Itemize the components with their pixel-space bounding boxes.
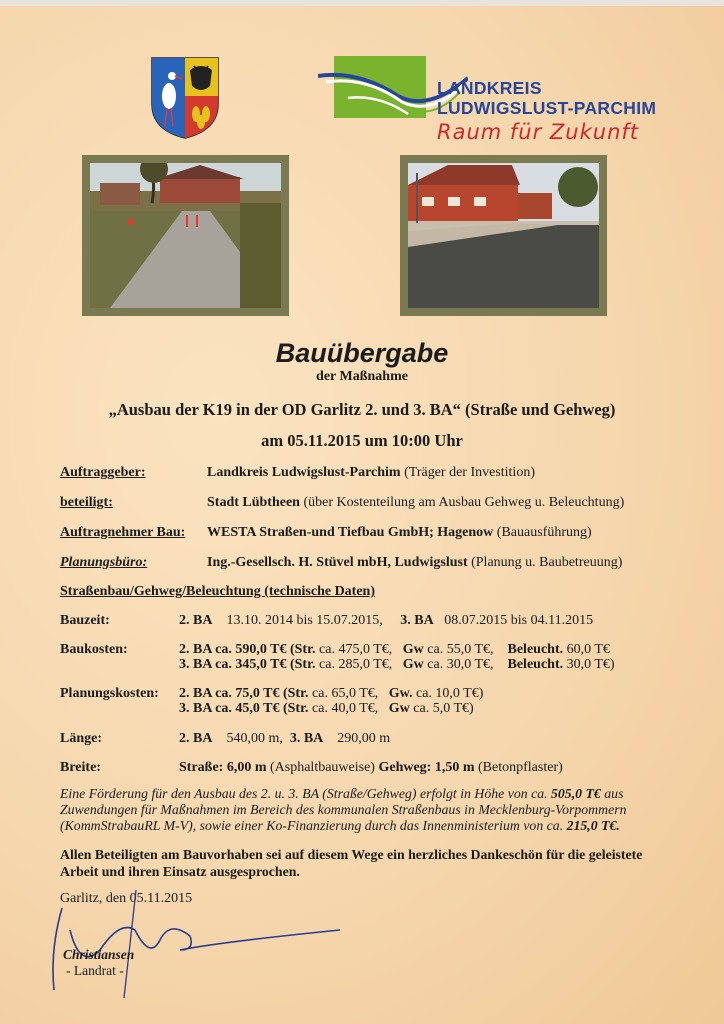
- coat-of-arms-icon: [150, 56, 220, 140]
- row-value: [179, 701, 474, 717]
- row-value: [179, 760, 563, 776]
- document-subtitle: der Maßnahme: [316, 369, 408, 384]
- cost-gw-label: Gw: [402, 642, 424, 657]
- laenge-ba3-value: 290,00 m: [337, 731, 391, 746]
- place-date: Garlitz, den 05.11.2015: [60, 891, 193, 906]
- plan-str-value: ca. 65,0 T€,: [312, 686, 379, 701]
- row-value: [179, 613, 593, 629]
- funding-text-1: Eine Förderung für den Ausbau des 2. u. 3. BA (Straße/Gehweg) erfolgt in Höhe von ca.: [60, 786, 548, 801]
- breite-gehweg-note: (Betonpflaster): [478, 760, 563, 775]
- cost-gw-value: ca. 55,0 T€,: [427, 642, 494, 657]
- party-name: Landkreis Ludwigslust-Parchim: [207, 465, 401, 480]
- cost-str-label: (Str.: [289, 657, 316, 672]
- party-note: (über Kostenteilung am Ausbau Gehweg u. Beleuchtung): [303, 495, 625, 510]
- cost-bel-value: 30,0 T€): [566, 657, 615, 672]
- district-slogan: Raum für Zukunft: [437, 120, 640, 144]
- handover-datetime: am 05.11.2015 um 10:00 Uhr: [261, 431, 463, 450]
- funding-amount-2: 215,0 T€.: [566, 818, 620, 833]
- plan-gw-value: ca. 5,0 T€): [413, 701, 474, 716]
- row-value: [179, 657, 615, 673]
- breite-strasse-note: (Asphaltbauweise): [270, 760, 375, 775]
- signature-icon: [40, 890, 360, 1000]
- laenge-ba2: 2. BA: [179, 731, 213, 746]
- laenge-ba2-value: 540,00 m,: [226, 731, 283, 746]
- plan-ba: 2. BA ca. 75,0 T€: [179, 686, 280, 701]
- party-note: (Bauausführung): [496, 525, 592, 540]
- party-value: [207, 465, 535, 481]
- party-value: [207, 525, 592, 541]
- photo-before: [82, 155, 289, 316]
- row-label: Planungskosten:: [60, 686, 159, 701]
- district-name-line1: LANDKREIS: [437, 78, 542, 98]
- party-label: beteiligt:: [60, 495, 113, 510]
- party-note: (Träger der Investition): [404, 465, 535, 480]
- project-name: „Ausbau der K19 in der OD Garlitz 2. und 3. BA“ (Straße und Gehweg): [108, 400, 616, 419]
- photo-after: [400, 155, 607, 316]
- laenge-ba3: 3. BA: [289, 731, 324, 746]
- party-label: Planungsbüro:: [60, 555, 148, 570]
- party-label: Auftraggeber:: [60, 465, 146, 480]
- plan-str-label: (Str.: [282, 701, 309, 716]
- tech-data-heading: Straßenbau/Gehweg/Beleuchtung (technische Daten): [60, 584, 375, 599]
- party-name: Ing.-Gesellsch. H. Stüvel mbH, Ludwigslust: [207, 555, 468, 570]
- cost-gw-value: ca. 30,0 T€,: [427, 657, 494, 672]
- plan-gw-label: Gw.: [388, 686, 413, 701]
- breite-strasse: Straße: 6,00 m: [179, 760, 267, 775]
- row-value: [179, 731, 390, 747]
- thanks-paragraph: Allen Beteiligten am Bauvorhaben sei auf diesem Wege ein herzliches Dankeschön für die geleistete Arbeit und ihren Einsatz ausgesprochen.: [60, 847, 643, 879]
- row-label: Bauzeit:: [60, 613, 110, 628]
- cost-str-value: ca. 285,0 T€,: [319, 657, 393, 672]
- row-value: [179, 686, 483, 702]
- party-label: Auftragnehmer Bau:: [60, 525, 186, 540]
- cost-ba: 2. BA ca. 590,0 T€: [179, 642, 287, 657]
- party-value: [207, 555, 622, 571]
- plan-gw-value: ca. 10,0 T€): [416, 686, 484, 701]
- cost-str-value: ca. 475,0 T€,: [319, 642, 393, 657]
- plan-ba: 3. BA ca. 45,0 T€: [179, 701, 280, 716]
- signer-name: Christiansen: [63, 947, 135, 962]
- signer-role: - Landrat -: [66, 963, 124, 978]
- scan-edge: [0, 0, 724, 6]
- ba2-dates: 13.10. 2014 bis 15.07.2015,: [226, 613, 383, 628]
- row-label: Breite:: [60, 760, 101, 775]
- row-value: [179, 642, 610, 658]
- cost-bel-label: Beleucht.: [507, 642, 564, 657]
- party-value: [207, 495, 624, 511]
- district-name-line2: LUDWIGSLUST-PARCHIM: [437, 98, 657, 118]
- party-name: WESTA Straßen-und Tiefbau GmbH; Hagenow: [207, 525, 494, 540]
- cost-bel-label: Beleucht.: [507, 657, 564, 672]
- plan-str-value: ca. 40,0 T€,: [312, 701, 379, 716]
- plan-str-label: (Str.: [282, 686, 309, 701]
- ba3-dates: 08.07.2015 bis 04.11.2015: [444, 613, 594, 628]
- funding-text-2: aus Zuwendungen für Maßnahmen im Bereich des kommunalen Straßenbaus in Mecklenburg-Vorpommern (KommStrabauRL M-V), sowie einer Ko-Finanzierung durch das Innenministerium von ca.: [60, 786, 627, 833]
- cost-gw-label: Gw: [402, 657, 424, 672]
- cost-str-label: (Str.: [289, 642, 316, 657]
- funding-amount-1: 505,0 T€: [551, 786, 601, 801]
- document-title: Bauübergabe: [275, 338, 449, 368]
- funding-paragraph: [60, 786, 670, 834]
- district-name: [437, 78, 656, 118]
- party-name: Stadt Lübtheen: [207, 495, 300, 510]
- ba3-label: 3. BA: [400, 613, 434, 628]
- cost-ba: 3. BA ca. 345,0 T€: [179, 657, 287, 672]
- row-label: Baukosten:: [60, 642, 128, 657]
- breite-gehweg: Gehweg: 1,50 m: [378, 760, 475, 775]
- row-label: Länge:: [60, 731, 102, 746]
- party-note: (Planung u. Baubetreuung): [471, 555, 623, 570]
- plan-gw-label: Gw: [388, 701, 410, 716]
- ba2-label: 2. BA: [179, 613, 213, 628]
- cost-bel-value: 60,0 T€: [566, 642, 610, 657]
